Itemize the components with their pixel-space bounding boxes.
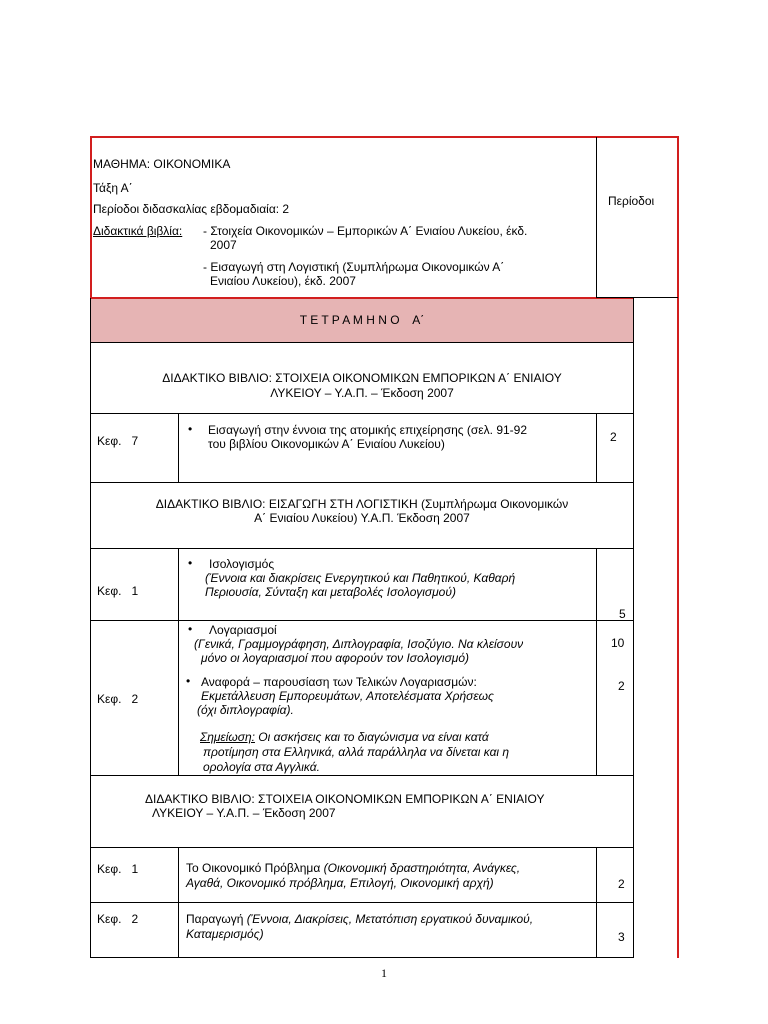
- topic-detail: (Οικονομική δραστηριότητα, Ανάγκες,: [323, 861, 521, 875]
- topic-line: Αγαθά, Οικονομικό πρόβλημα, Επιλογή, Οικονομική αρχή): [186, 876, 494, 890]
- book1-line2: 2007: [210, 238, 237, 252]
- chapter-label: Κεφ. 7: [97, 434, 139, 448]
- periods-value: 2: [618, 679, 625, 693]
- periods-value: 3: [618, 930, 625, 944]
- topic-title: Παραγωγή: [186, 912, 244, 926]
- periods-column-header: Περίοδοι: [608, 194, 655, 208]
- section2-heading: ΔΙΔΑΚΤΙΚΟ ΒΙΒΛΙΟ: ΕΙΣΑΓΩΓΗ ΣΤΗ ΛΟΓΙΣΤΙΚΗ (Συμπλήρωμα Οικονομικών: [155, 497, 569, 511]
- section1-heading: ΔΙΔΑΚΤΙΚΟ ΒΙΒΛΙΟ: ΣΤΟΙΧΕΙΑ ΟΙΚΟΝΟΜΙΚΩΝ ΕΜΠΟΡΙΚΩΝ Α΄ ΕΝΙΑΙΟΥ: [162, 371, 562, 385]
- topic-line: [186, 911, 533, 927]
- grid-line: [90, 413, 634, 414]
- topic-line: Καταμερισμός): [186, 927, 264, 941]
- grid-line: [596, 847, 597, 957]
- table-top-border: [90, 136, 679, 138]
- note-label: Σημείωση:: [200, 730, 255, 744]
- chapter-label: Κεφ. 2: [97, 912, 139, 926]
- topic-line: Εκμετάλλευση Εμπορευμάτων, Αποτελέσματα Χρήσεως: [201, 689, 494, 703]
- header-bottom-border: [90, 297, 634, 299]
- page-number: 1: [381, 966, 387, 980]
- bullet-icon: •: [186, 674, 191, 688]
- topic-line: Εισαγωγή στην έννοια της ατομικής επιχείρησης (σελ. 91-92: [208, 423, 528, 437]
- subject-title: ΜΑΘΗΜΑ: ΟΙΚΟΝΟΜΙΚΑ: [93, 157, 231, 171]
- grid-line: [90, 482, 634, 483]
- topic-line: (όχι διπλογραφία).: [197, 703, 294, 717]
- grid-line: [178, 847, 179, 957]
- grid-line: [90, 902, 634, 903]
- weekly-periods: Περίοδοι διδασκαλίας εβδομαδιαία: 2: [93, 202, 290, 216]
- bullet-icon: •: [188, 622, 193, 636]
- bullet-icon: •: [188, 422, 193, 436]
- grid-line: [90, 775, 634, 776]
- topic-title: Ισολογισμός: [209, 557, 275, 571]
- periods-value: 5: [619, 607, 626, 621]
- topic-line: (Γενικά, Γραμμογράφηση, Διπλογραφία, Ισοζύγιο. Να κλείσουν: [194, 637, 524, 651]
- grid-line: [90, 342, 634, 343]
- topic-title: Το Οικονομικό Πρόβλημα: [186, 861, 321, 875]
- grid-line: [90, 548, 634, 549]
- grid-line: [596, 413, 597, 482]
- topic-title: Αναφορά – παρουσίαση των Τελικών Λογαριασμών:: [201, 675, 477, 689]
- chapter-label: Κεφ. 1: [97, 584, 139, 598]
- class-label: Τάξη Α΄: [93, 181, 133, 195]
- book2-line2: Ενιαίου Λυκείου), έκδ. 2007: [210, 274, 356, 288]
- grid-line: [90, 620, 634, 621]
- note-line: ορολογία στα Αγγλικά.: [203, 760, 320, 774]
- term-title: Τ Ε Τ Ρ Α Μ Η Ν Ο Α΄: [299, 313, 425, 327]
- chapter-label: Κεφ. 1: [97, 862, 139, 876]
- grid-line: [596, 137, 597, 297]
- topic-line: του βιβλίου Οικονομικών Α΄ Ενιαίου Λυκείου): [208, 437, 445, 451]
- books-label: Διδακτικά βιβλία:: [93, 224, 183, 238]
- topic-line: (Έννοια και διακρίσεις Ενεργητικού και Παθητικού, Καθαρή: [205, 571, 516, 585]
- topic-line: Περιουσία, Σύνταξη και μεταβολές Ισολογισμού): [205, 585, 456, 599]
- grid-line: [596, 297, 678, 298]
- chapter-label: Κεφ. 2: [97, 692, 139, 706]
- note-line: προτίμηση στα Ελληνικά, αλλά παράλληλα να δίνεται και η: [203, 745, 510, 759]
- grid-line: [633, 298, 634, 958]
- periods-value: 2: [610, 430, 617, 444]
- grid-line: [178, 548, 179, 775]
- topic-line: μόνο οι λογαριασμοί που αφορούν τον Ισολογισμό): [201, 651, 470, 665]
- section1-heading-2: ΛΥΚΕΙΟΥ – Υ.Α.Π. – Έκδοση 2007: [270, 386, 454, 400]
- note-text: [200, 729, 489, 745]
- section3-heading-2: ΛΥΚΕΙΟΥ – Υ.Α.Π. – Έκδοση 2007: [152, 806, 336, 820]
- periods-value: 10: [611, 636, 625, 650]
- grid-line: [90, 847, 634, 848]
- topic-title: Λογαριασμοί: [209, 623, 277, 637]
- periods-value: 2: [618, 877, 625, 891]
- book2-line1: - Εισαγωγή στη Λογιστική (Συμπλήρωμα Οικονομικών Α΄: [203, 260, 505, 274]
- topic-detail: (Έννοια, Διακρίσεις, Μετατόπιση εργατικού δυναμικού,: [246, 912, 534, 926]
- note-line: Οι ασκήσεις και το διαγώνισμα να είναι κατά: [254, 730, 489, 744]
- table-left-border: [90, 136, 92, 298]
- grid-line: [90, 957, 634, 958]
- section3-heading: ΔΙΔΑΚΤΙΚΟ ΒΙΒΛΙΟ: ΣΤΟΙΧΕΙΑ ΟΙΚΟΝΟΜΙΚΩΝ ΕΜΠΟΡΙΚΩΝ Α΄ ΕΝΙΑΙΟΥ: [145, 792, 545, 806]
- grid-line: [178, 413, 179, 482]
- grid-line: [596, 548, 597, 775]
- topic-line: [186, 860, 520, 876]
- section2-heading-2: Α΄ Ενιαίου Λυκείου) Υ.Α.Π. Έκδοση 2007: [254, 511, 470, 525]
- table-right-border: [677, 136, 679, 958]
- book1-line1: - Στοιχεία Οικονομικών – Εμπορικών Α΄ Ενιαίου Λυκείου, έκδ.: [203, 224, 528, 238]
- bullet-icon: •: [188, 556, 193, 570]
